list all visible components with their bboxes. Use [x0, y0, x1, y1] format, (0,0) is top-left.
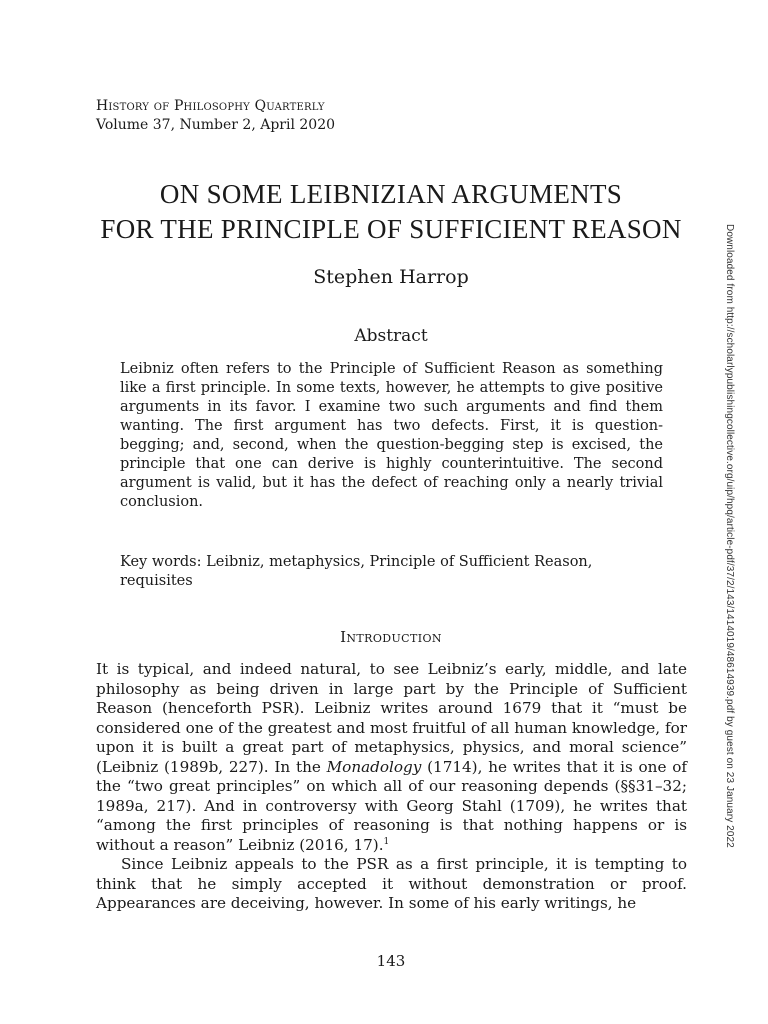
page-number: 143 — [376, 952, 406, 970]
article-title — [60, 177, 722, 247]
article-title-line-2: FOR THE PRINCIPLE OF SUFFICIENT REASON — [100, 214, 682, 244]
paragraph-1-text-b: (1714), he writes that it is one of the “two great principles” on which all of our reasoning depends (§§31–32; 1989a, 217). And in controversy with Georg Stahl (1709), he writes that “among the first principles of reasoning is that nothing happens or is without a reason” Leibniz (2016, 17). — [96, 757, 687, 854]
journal-issue: Volume 37, Number 2, April 2020 — [96, 117, 336, 133]
keywords: Key words: Leibniz, metaphysics, Principle of Sufficient Reason, requisites — [120, 554, 593, 589]
download-watermark: Downloaded from http://scholarlypublishingcollective.org/uip/hpq/article-pdf/37/2/143/1414019/48614939.pdf by guest on 23 January 2022 — [724, 224, 735, 848]
abstract-heading: Abstract — [354, 326, 428, 346]
section-heading-introduction: Introduction — [340, 628, 442, 646]
journal-name: History of Philosophy Quarterly — [96, 98, 325, 114]
abstract-text: Leibniz often refers to the Principle of Sufficient Reason as something like a first principle. In some texts, however, he attempts to give positive arguments in its favor. I examine two such arguments and find them wanting. The first argument has two defects. First, it is question-begging; and, second, when the question-begging step is excised, the principle that one can derive is highly counterintuitive. The second argument is valid, but it has the defect of reaching only a nearly trivial conclusion. — [120, 361, 663, 510]
footnote-marker[interactable]: 1 — [383, 836, 390, 847]
article-title-line-1: ON SOME LEIBNIZIAN ARGUMENTS — [159, 179, 623, 209]
monadology-title: Monadology — [326, 757, 422, 776]
paragraph-1 — [96, 660, 687, 855]
paragraph-2: Since Leibniz appeals to the PSR as a first principle, it is tempting to think that he simply accepted it without demonstration or proof. Appearances are deceiving, however. In some of his early writings, he — [96, 855, 687, 912]
introduction-body — [96, 660, 687, 914]
author-name: Stephen Harrop — [313, 266, 469, 288]
journal-header — [96, 97, 335, 135]
paragraph-1-text-a: It is typical, and indeed natural, to see Leibniz’s early, middle, and late philosophy as being driven in large part by the Principle of Sufficient Reason (henceforth PSR). Leibniz writes around 1679 that it “must be considered one of the greatest and most fruitful of all human knowledge, for upon it is built a great part of metaphysics, physics, and moral science” (Leibniz (1989b, 227). In the — [96, 660, 687, 776]
